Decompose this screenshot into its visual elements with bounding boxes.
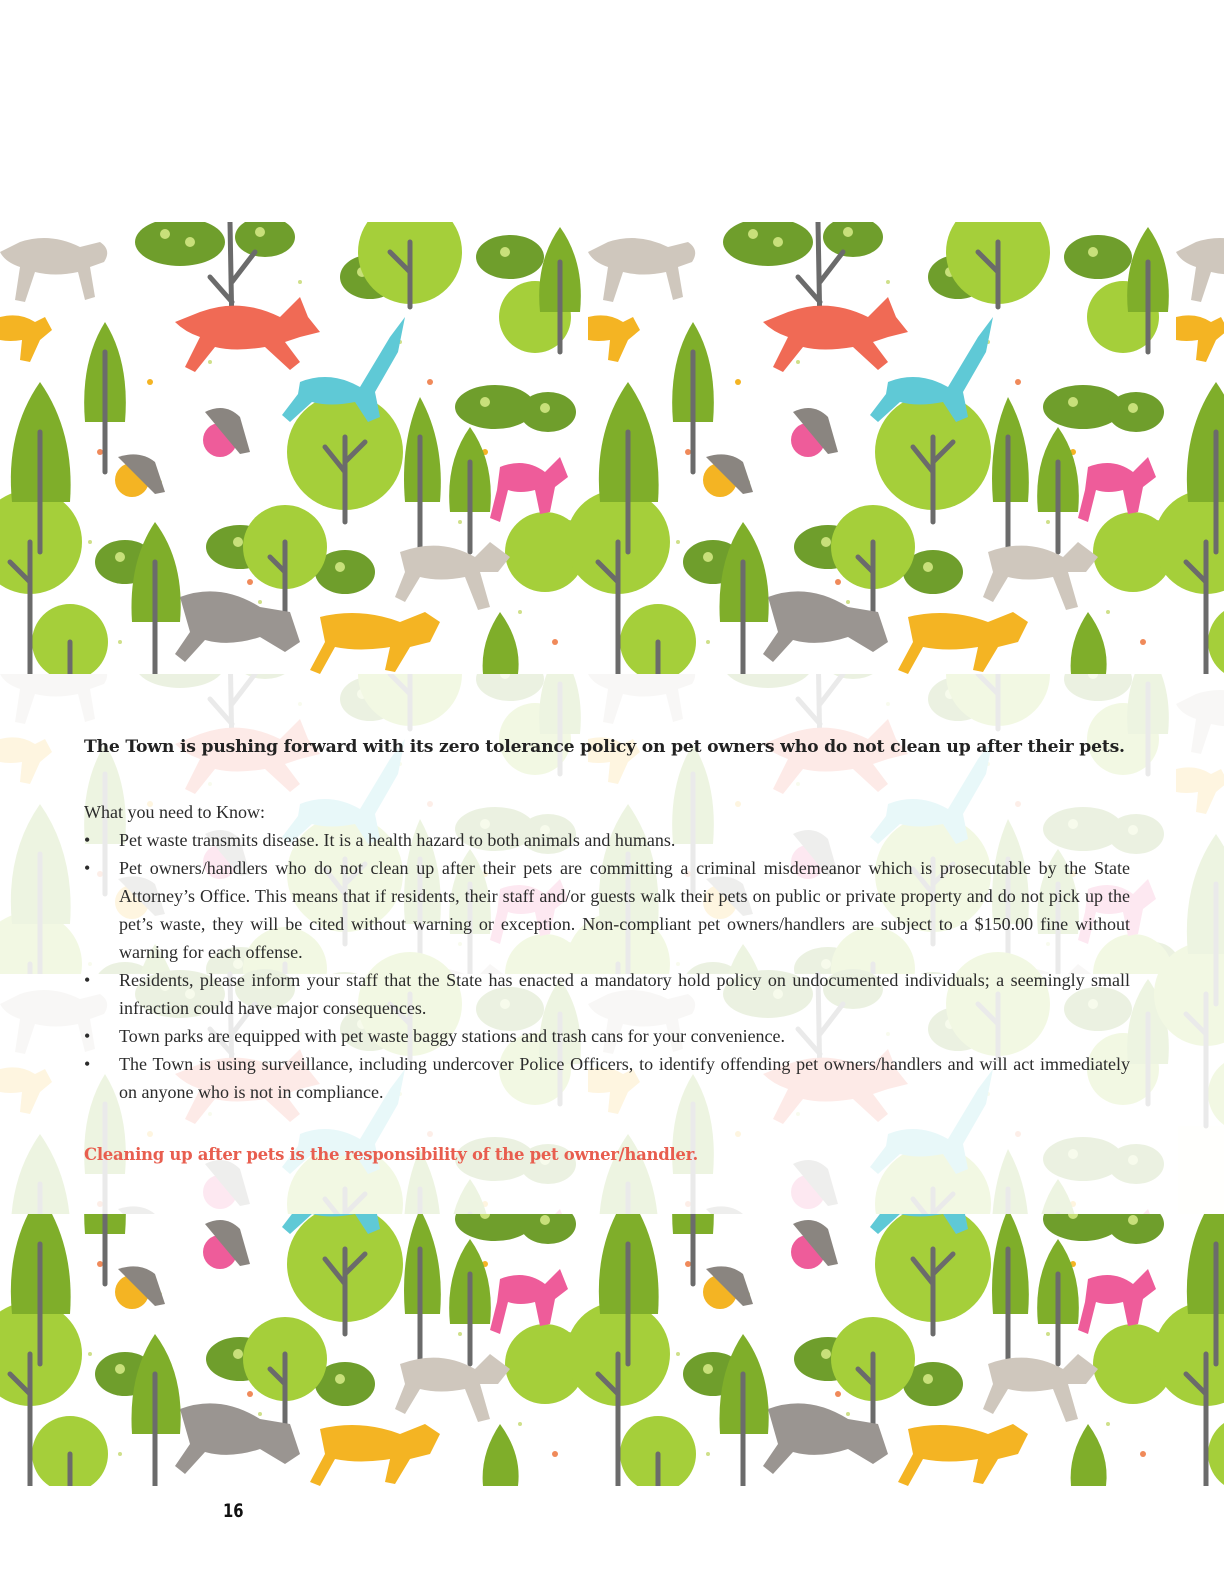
closing-statement: Cleaning up after pets is the responsibility of the pet owner/handler. <box>84 1145 698 1164</box>
bullet-icon: • <box>84 858 91 878</box>
intro-label: What you need to Know: <box>84 802 265 822</box>
dog-park-illustration-top <box>0 222 1224 674</box>
notice-content <box>84 737 1130 1164</box>
bullet-text: Residents, please inform your staff that the State has enacted a mandatory hold policy on undocumented individuals; a seemingly small infraction could have major consequences. <box>119 970 1130 1018</box>
bullet-icon: • <box>84 830 91 850</box>
list-item <box>84 966 1130 1022</box>
bullet-text: Town parks are equipped with pet waste baggy stations and trash cans for your convenience. <box>119 1026 786 1046</box>
bullet-text: Pet owners/handlers who do not clean up after their pets are committing a criminal misdemeanor which is prosecutable by the State Attorney’s Office. This means that if residents, their staff and/or guests walk their pets on public or private property and do not pick up the pet’s waste, they will be cited without warning or exception. Non-compliant pet owners/handlers are subject to a $150.00 fine without warning for each offense. <box>119 858 1130 962</box>
notice-headline: The Town is pushing forward with its zero tolerance policy on pet owners who do not clean up after their pets. <box>84 737 1125 757</box>
list-item <box>84 854 1130 966</box>
dog-park-illustration-bottom <box>0 1214 1224 1486</box>
bullet-text: The Town is using surveillance, including undercover Police Officers, to identify offending pet owners/handlers and will act immediately on anyone who is not in compliance. <box>119 1054 1130 1102</box>
bullet-list <box>84 826 1130 1106</box>
bullet-icon: • <box>84 1026 91 1046</box>
page-number: 16 <box>223 1500 244 1522</box>
list-item <box>84 826 1130 854</box>
bullet-icon: • <box>84 970 91 990</box>
bullet-icon: • <box>84 1054 91 1074</box>
dog-park-pattern <box>0 1214 1224 1486</box>
list-item <box>84 1050 1130 1106</box>
list-item <box>84 1022 1130 1050</box>
dog-park-pattern <box>0 222 1224 674</box>
bullet-text: Pet waste transmits disease. It is a health hazard to both animals and humans. <box>119 830 676 850</box>
